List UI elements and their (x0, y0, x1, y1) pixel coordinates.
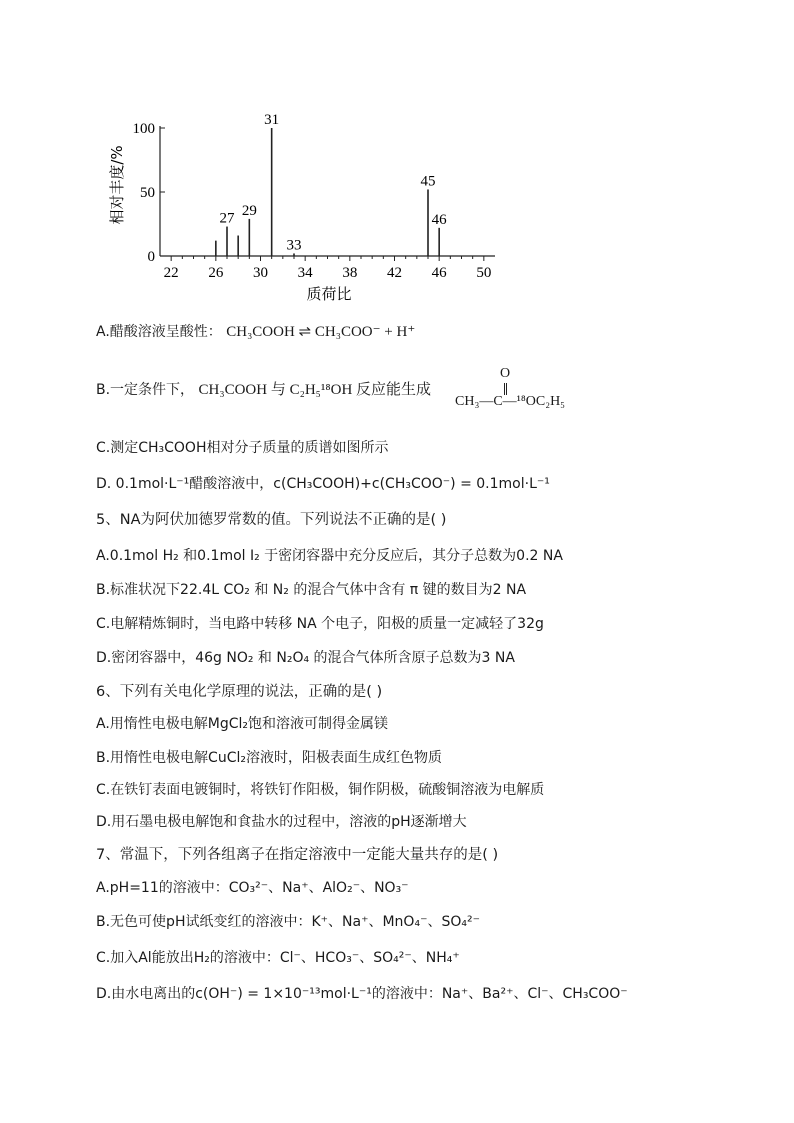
spectrum-bar-label: 33 (286, 237, 302, 254)
x-tick-label: 30 (253, 265, 268, 281)
x-tick-label: 46 (431, 265, 447, 281)
q5-option-a: A.0.1mol H₂ 和0.1mol I₂ 于密闭容器中充分反应后，其分子总数为0.2 NA (96, 548, 563, 564)
ester-structure-formula: CH₃—C—¹⁸OC₂H₅ (455, 394, 566, 409)
mass-spectrum-chart (100, 105, 520, 310)
chart-x-axis-label: 质荷比 (306, 285, 352, 303)
y-tick-label: 0 (147, 249, 155, 265)
q7-option-d: D.由水电离出的c(OH⁻) = 1×10⁻¹³mol·L⁻¹的溶液中：Na⁺、Ba²⁺、Cl⁻、CH₃COO⁻ (96, 986, 628, 1002)
spectrum-bar-label: 29 (241, 202, 257, 219)
q5-option-c: C.电解精炼铜时，当电路中转移 NA 个电子，阳极的质量一定减轻了32g (96, 616, 544, 632)
chart-bar-labels (220, 112, 448, 253)
x-tick-label: 38 (342, 265, 358, 281)
q4-option-a-label: A.醋酸溶液呈酸性： (96, 324, 222, 340)
q7-stem: 7、常温下，下列各组离子在指定溶液中一定能大量共存的是( ) (96, 847, 499, 863)
spectrum-bar-label: 31 (264, 112, 280, 128)
q4-option-b-text: CH₃COOH 与 C₂H₅¹⁸OH 反应能生成 (198, 382, 432, 398)
q6-stem: 6、下列有关电化学原理的说法，正确的是( ) (96, 684, 383, 700)
q4-option-b-prefix: B.一定条件下， (96, 382, 195, 398)
q4-option-c: C.测定CH₃COOH相对分子质量的质谱如图所示 (96, 440, 389, 456)
x-tick-label: 42 (387, 265, 402, 281)
y-tick-label: 50 (140, 185, 155, 201)
q4-option-b (96, 380, 431, 400)
x-tick-label: 34 (297, 265, 313, 281)
spectrum-bar-label: 27 (219, 210, 235, 227)
ester-structure (455, 366, 595, 416)
spectrum-bar-label: 45 (420, 173, 436, 190)
q7-option-a: A.pH=11的溶液中：CO₃²⁻、Na⁺、AlO₂⁻、NO₃⁻ (96, 880, 409, 896)
q6-option-b: B.用惰性电极电解CuCl₂溶液时，阳极表面生成红色物质 (96, 750, 442, 766)
q5-stem: 5、NA为阿伏加德罗常数的值。下列说法不正确的是( ) (96, 512, 447, 528)
q6-option-a: A.用惰性电极电解MgCl₂饱和溶液可制得金属镁 (96, 716, 389, 732)
x-tick-label: 50 (476, 265, 492, 281)
chart-y-axis-label: 相对丰度/% (108, 145, 126, 225)
q6-option-d: D.用石墨电极电解饱和食盐水的过程中，溶液的pH逐渐增大 (96, 814, 467, 830)
q7-option-b: B.无色可使pH试纸变红的溶液中：K⁺、Na⁺、MnO₄⁻、SO₄²⁻ (96, 914, 480, 930)
q4-option-d: D. 0.1mol·L⁻¹醋酸溶液中，c(CH₃COOH)+c(CH₃COO⁻) = 0.1mol·L⁻¹ (96, 476, 550, 492)
q4-option-a-equation: CH₃COOH ⇌ CH₃COO⁻ + H⁺ (226, 324, 416, 340)
chart-axes (160, 126, 495, 256)
q7-option-c: C.加入Al能放出H₂的溶液中：Cl⁻、HCO₃⁻、SO₄²⁻、NH₄⁺ (96, 950, 460, 966)
q4-option-a (96, 322, 415, 342)
chart-bars (216, 128, 439, 256)
chart-ticks (133, 121, 492, 281)
q5-option-d: D.密闭容器中，46g NO₂ 和 N₂O₄ 的混合气体所含原子总数为3 NA (96, 650, 515, 666)
q6-option-c: C.在铁钉表面电镀铜时，将铁钉作阳极，铜作阴极，硫酸铜溶液为电解质 (96, 782, 545, 798)
q5-option-b: B.标准状况下22.4L CO₂ 和 N₂ 的混合气体中含有 π 键的数目为2 NA (96, 582, 527, 598)
ester-structure-oxygen: O (500, 366, 511, 381)
x-tick-label: 22 (163, 265, 179, 281)
spectrum-bar-label: 46 (431, 211, 447, 228)
x-tick-label: 26 (208, 265, 224, 281)
y-tick-label: 100 (132, 121, 155, 137)
